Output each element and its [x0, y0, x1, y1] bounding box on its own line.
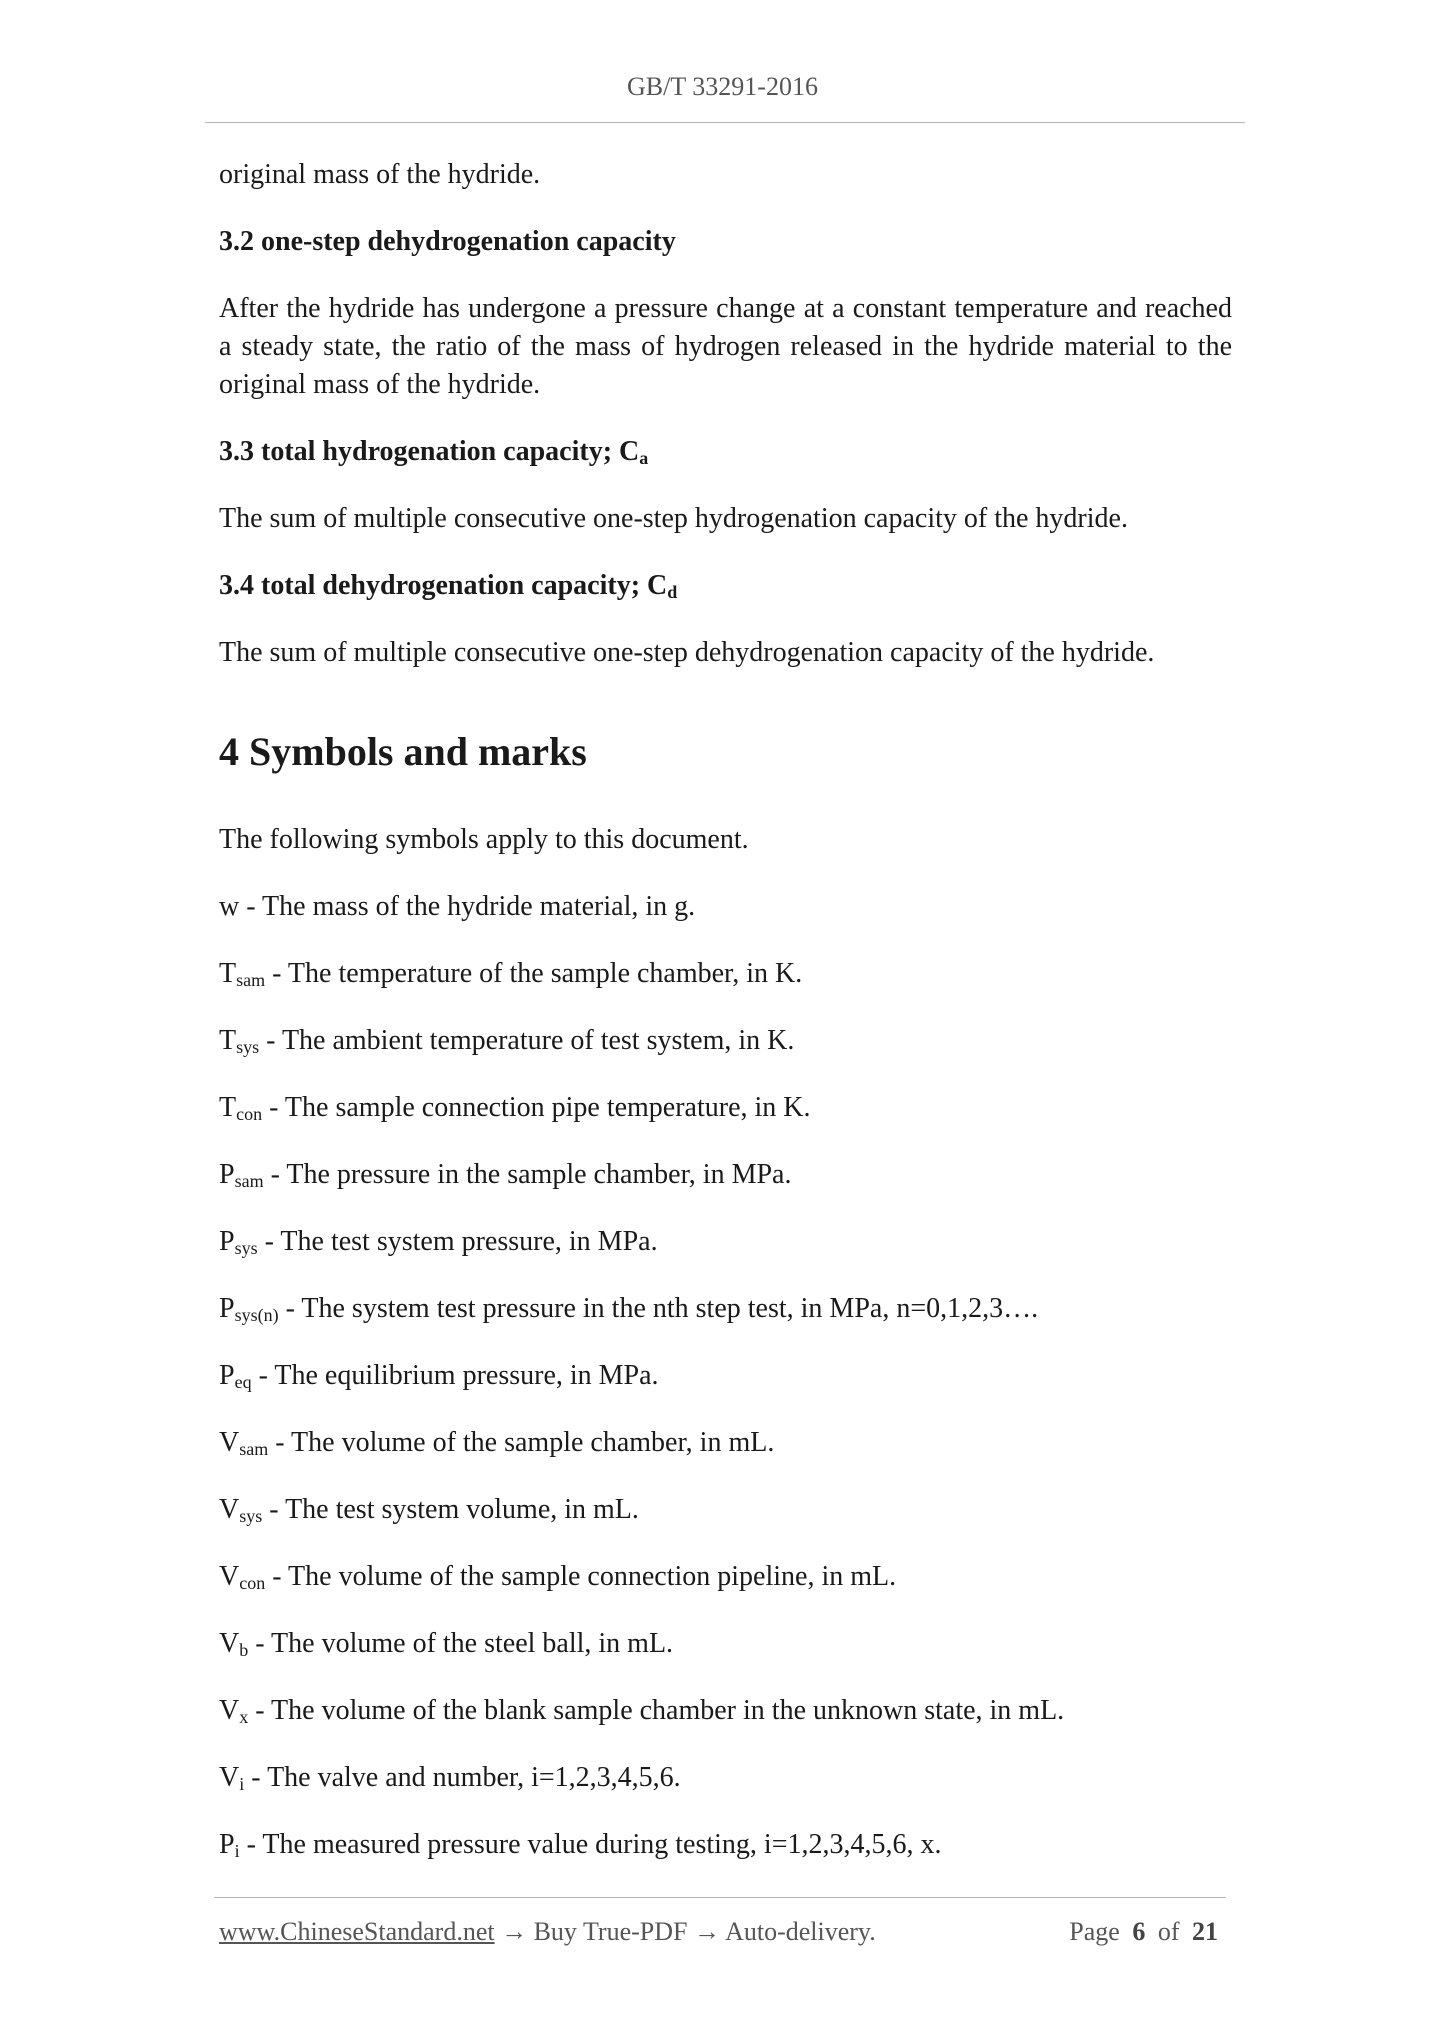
symbol: T: [219, 958, 237, 989]
symbol-description: - The volume of the sample connection pipeline, in mL.: [265, 1561, 897, 1592]
symbol-definition: [219, 1290, 1232, 1328]
symbol-subscript: sam: [239, 1439, 269, 1459]
symbol-definition: [219, 888, 1232, 926]
arrow-right-icon: →: [687, 1917, 726, 1946]
symbol-description: - The ambient temperature of test system, in K.: [259, 1025, 795, 1056]
symbol-subscript: i: [239, 1774, 245, 1794]
section-3-3-heading: 3.3 total hydrogenation capacity; $C_a$: [219, 436, 649, 468]
symbol-description: - The pressure in the sample chamber, in MPa.: [263, 1159, 792, 1190]
section-3-2-heading: 3.2 one-step dehydrogenation capacity: [219, 226, 676, 257]
symbol-definition: [219, 955, 1232, 993]
symbol-description: - The valve and number, i=1,2,3,4,5,6.: [244, 1762, 681, 1793]
symbol: V: [219, 1427, 240, 1458]
symbol-description: - The volume of the steel ball, in mL.: [248, 1628, 674, 1659]
symbol: V: [219, 1494, 240, 1525]
buy-true-pdf-text: Buy True-PDF: [533, 1917, 688, 1946]
symbol-description: - The mass of the hydride material, in g.: [239, 891, 696, 922]
page-current: 6: [1132, 1917, 1146, 1946]
symbol-subscript: i: [234, 1841, 240, 1861]
symbol-definition: [219, 1089, 1232, 1127]
continued-paragraph: original mass of the hydride.: [219, 159, 541, 190]
symbol-description: - The equilibrium pressure, in MPa.: [251, 1360, 659, 1391]
symbol-subscript: con: [239, 1573, 266, 1593]
symbol-subscript: sys: [236, 1037, 260, 1057]
symbol-description: - The sample connection pipe temperature, in K.: [262, 1092, 811, 1123]
symbol-description: - The measured pressure value during testing, i=1,2,3,4,5,6, x.: [239, 1829, 942, 1860]
page-total: 21: [1192, 1917, 1218, 1946]
symbol-subscript: b: [239, 1640, 249, 1660]
symbol: w: [219, 891, 240, 922]
symbol: T: [219, 1025, 237, 1056]
footer-divider: [214, 1897, 1226, 1898]
symbol-definition: [219, 1357, 1232, 1395]
symbol-definition: [219, 1156, 1232, 1194]
page-footer: [219, 1917, 1224, 1947]
symbol-definition: [219, 1826, 1232, 1864]
symbol-subscript: sam: [234, 1171, 264, 1191]
symbol-subscript: con: [236, 1104, 263, 1124]
symbol: P: [219, 1226, 235, 1257]
symbol-definition: [219, 1022, 1232, 1060]
symbol-description: - The volume of the sample chamber, in mL.: [268, 1427, 775, 1458]
symbol-description: - The system test pressure in the nth step test, in MPa, n=0,1,2,3….: [278, 1293, 1039, 1324]
symbol: V: [219, 1695, 240, 1726]
chinesestandard-link[interactable]: www.ChineseStandard.net: [219, 1917, 495, 1946]
symbol: P: [219, 1829, 235, 1860]
symbol: T: [219, 1092, 237, 1123]
auto-delivery-text: Auto-delivery.: [725, 1917, 876, 1946]
symbol: V: [219, 1561, 240, 1592]
symbol-subscript: sys: [239, 1506, 263, 1526]
symbol-definition: [219, 1491, 1232, 1529]
symbol-subscript: sam: [236, 970, 266, 990]
symbol-subscript: eq: [234, 1372, 252, 1392]
section-4-heading: 4 Symbols and marks: [219, 729, 587, 774]
symbol-definition: [219, 1625, 1232, 1663]
symbol: V: [219, 1762, 240, 1793]
symbol-description: - The volume of the blank sample chamber in the unknown state, in mL.: [248, 1695, 1065, 1726]
symbol-definition: [219, 1558, 1232, 1596]
header-divider: [205, 122, 1245, 123]
symbol-subscript: sys: [234, 1238, 258, 1258]
symbol: P: [219, 1293, 235, 1324]
document-code-header: GB/T 33291-2016: [627, 72, 818, 101]
symbol-subscript: sys(n): [234, 1305, 279, 1325]
symbol-description: - The test system pressure, in MPa.: [257, 1226, 658, 1257]
section-3-4-body: The sum of multiple consecutive one-step dehydrogenation capacity of the hydride.: [219, 637, 1155, 668]
symbol-description: - The temperature of the sample chamber, in K.: [265, 958, 803, 989]
symbol-definition: [219, 1424, 1232, 1462]
symbol: P: [219, 1360, 235, 1391]
symbol-subscript: x: [239, 1707, 249, 1727]
section-3-4-heading: 3.4 total dehydrogenation capacity; $C_d$: [219, 570, 678, 602]
arrow-right-icon: →: [494, 1917, 534, 1946]
symbol-definition: [219, 1223, 1232, 1261]
section-3-2-body: After the hydride has undergone a pressure change at a constant temperature and reached a steady state, the ratio of the mass of hydrogen released in the hydride material to the original mass of the hydride.: [219, 293, 1232, 400]
symbol-description: - The test system volume, in mL.: [262, 1494, 639, 1525]
symbol-definition: [219, 1692, 1232, 1730]
symbol-definition: [219, 1759, 1232, 1797]
section-3-3-body: The sum of multiple consecutive one-step hydrogenation capacity of the hydride.: [219, 503, 1128, 534]
section-4-intro: The following symbols apply to this document.: [219, 824, 749, 855]
page-indicator: Page 6 of 21: [1069, 1917, 1218, 1946]
symbol: V: [219, 1628, 240, 1659]
symbol: P: [219, 1159, 235, 1190]
